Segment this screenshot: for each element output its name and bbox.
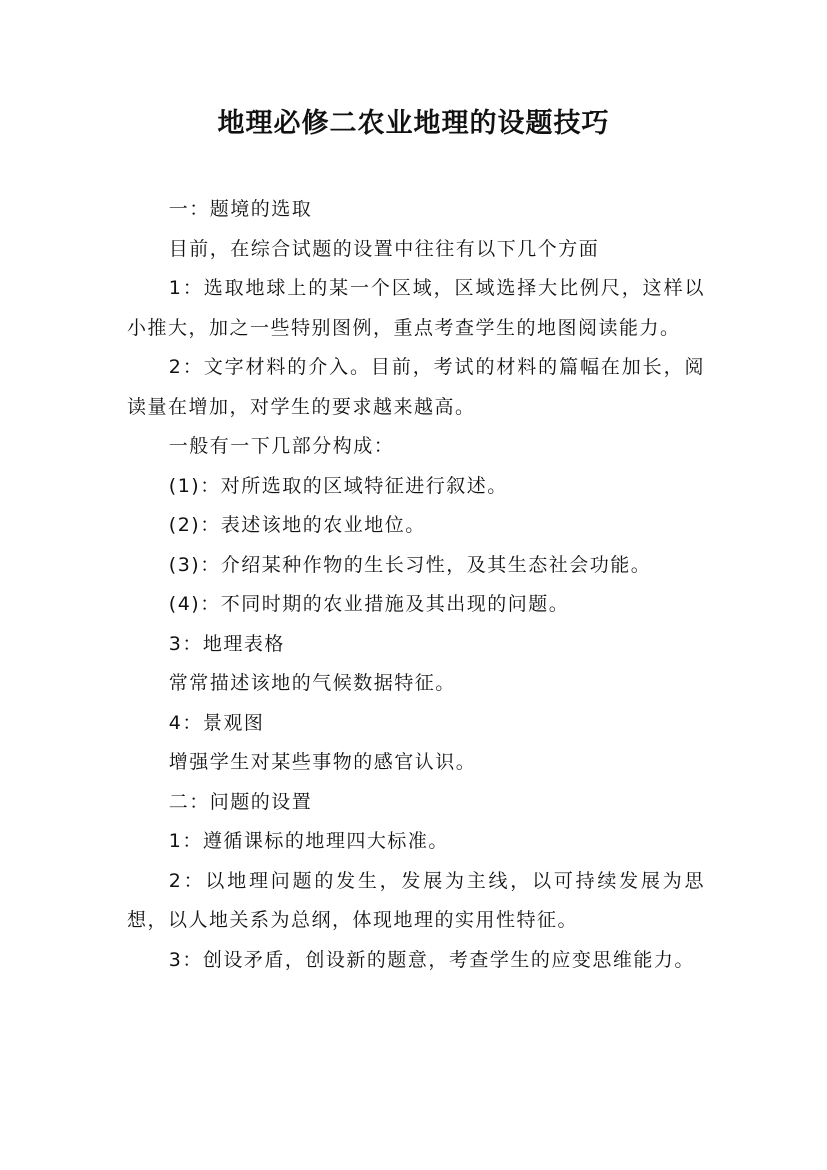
paragraph-section-2-heading: 二：问题的设置 xyxy=(168,790,313,813)
paragraph: 1：遵循课标的地理四大标准。 xyxy=(168,830,449,852)
paragraph: 3：地理表格 xyxy=(168,632,285,655)
paragraph: 4：景观图 xyxy=(168,711,265,734)
paragraph-section-1-heading: 一：题境的选取 xyxy=(168,198,313,220)
paragraph: 1：选取地球上的某一个区域，区域选择大比例尺，这样以小推大，加之一些特别图例，重点考查学生的地图阅读能力。 xyxy=(127,277,705,339)
paragraph: 2：文字材料的介入。目前，考试的材料的篇幅在加长，阅读量在增加，对学生的要求越来越高。 xyxy=(127,356,705,418)
list-item: (2)：表述该地的农业地位。 xyxy=(168,514,426,536)
list-item: (4)：不同时期的农业措施及其出现的问题。 xyxy=(168,593,570,615)
paragraph: 目前，在综合试题的设置中往往有以下几个方面 xyxy=(168,237,600,260)
document-title: 地理必修二农业地理的设题技巧 xyxy=(217,108,610,139)
list-item: (3)：介绍某种作物的生长习性，及其生态社会功能。 xyxy=(168,553,652,576)
paragraph: 一般有一下几部分构成： xyxy=(168,435,395,457)
list-item: (1)：对所选取的区域特征进行叙述。 xyxy=(168,474,508,497)
paragraph: 3：创设矛盾，创设新的题意，考查学生的应变思维能力。 xyxy=(168,948,695,971)
paragraph: 增强学生对某些事物的感官认识。 xyxy=(168,751,477,773)
paragraph: 常常描述该地的气候数据特征。 xyxy=(168,672,456,694)
document-body xyxy=(127,190,705,980)
paragraph: 2：以地理问题的发生，发展为主线，以可持续发展为思想，以人地关系为总纲，体现地理的实用性特征。 xyxy=(127,869,705,931)
